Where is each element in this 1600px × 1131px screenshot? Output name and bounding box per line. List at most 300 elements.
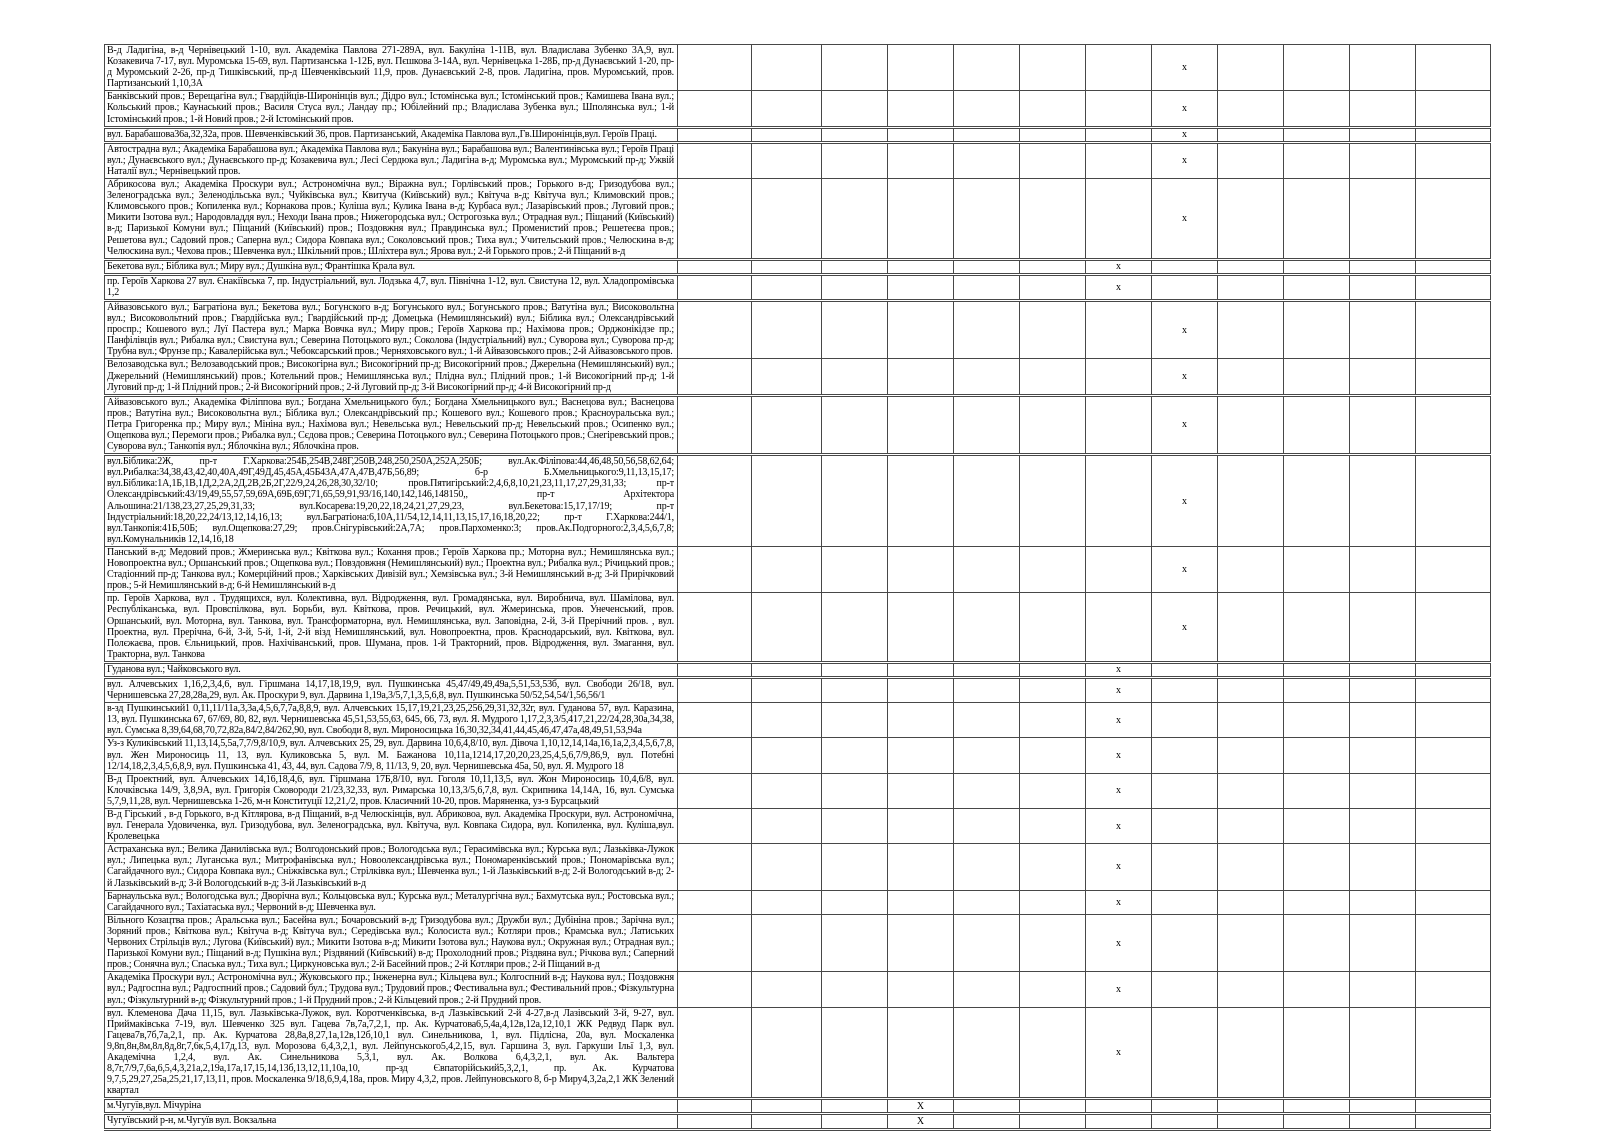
mark-cell <box>1218 546 1284 592</box>
mark-cell <box>822 359 888 395</box>
mark-cell <box>678 142 752 178</box>
mark-cell <box>1218 142 1284 178</box>
mark-cell <box>1416 1007 1491 1099</box>
streets-cell: Айвазовського вул.; Академіка Філіппова вул.; Богдана Хмельницького бул.; Богдана Хмельницького вул.; Васнецова вул.; Васнецова пров.; Ватутіна вул.; Високовольтна вул.; Біблика вул.; Олександрівський пр.; Кошевого вул.; Кошевого пров.; Красноуральська вул.; Петра Григоренка пр.; Миру вул.; Мініна вул.; Нахімова вул.; Невельська вул.; Невельський пр-д; Невельський пров.; Осипенко вул.; Ощепкова вул.; Перемоги пров.; Рибалка вул.; Сєдова пров.; Северина Потоцького вул.; Северина Потоцького пров.; Снегіревський пров.; Суворова вул.; Танкопія вул.; Яблочкіна вул.; Яблочкіна пров. <box>105 395 678 454</box>
mark-cell <box>1284 972 1350 1007</box>
mark-cell <box>822 738 888 773</box>
mark-cell <box>954 738 1020 773</box>
streets-cell: Астраханська вул.; Велика Данилівська вул.; Волгодонський пров.; Вологодська вул.; Герасимівська вул.; Курська вул.; Лазьківка-Лужок вул.; Липецька вул.; Луганська вул.; Митрофанівська вул.; Новоолександрівська вул.; Пономаренківський пров.; Пономарівська вул.; Сагайдачного вул.; Сидора Ковпака вул.; Сніжківська вул.; Стрілківка вул.; Шевченка вул.; 1-й Лазьківський в-д; 2-й Вологодський в-д; 2-й Лазьківський в-д; 3-й Вологодський в-д; 3-й Лазьківський в-д <box>105 844 678 890</box>
streets-cell: В-д Ладигіна, в-д Чернівецький 1-10, вул. Академіка Павлова 271-289А, вул. Бакуліна 1-11В, вул. Владислава Зубенко 3А,9, вул. Козакевича 7-17, вул. Муромська 15-69, вул. Партизанська 1-12Б, вул. Пєшкова 3-14А, вул. Чернівецька 1-28Б, пр-д Дунаєвський 1-20, пр-д Муромський 2-26, пр-д Тишківський, пр-д Шевченківський 11,9, пров. Дунаєвський 2-8, пров. Ладигіна, пров. Муромський, пров. Партизанський 1,10,3А <box>105 45 678 91</box>
mark-cell <box>1020 1114 1086 1129</box>
mark-cell-checked: х <box>1152 300 1218 358</box>
streets-cell: вул. Барабашова36а,32,32а, пров. Шевченківський 36, пров. Партизанський, Академіка Павлова вул.,Гв.Широнінців,вул. Героїв Праці. <box>105 127 678 142</box>
mark-cell <box>1020 142 1086 178</box>
mark-cell <box>1284 546 1350 592</box>
mark-cell-checked: х <box>1086 972 1152 1007</box>
mark-cell <box>1020 972 1086 1007</box>
mark-cell <box>822 593 888 663</box>
mark-cell <box>1284 455 1350 547</box>
mark-cell <box>822 179 888 260</box>
mark-cell <box>1284 274 1350 300</box>
mark-cell <box>1416 91 1491 127</box>
mark-cell <box>1416 45 1491 91</box>
mark-cell <box>954 890 1020 914</box>
mark-cell-checked: х <box>1086 274 1152 300</box>
mark-cell <box>822 972 888 1007</box>
mark-cell <box>678 91 752 127</box>
mark-cell <box>888 593 954 663</box>
mark-cell <box>822 844 888 890</box>
mark-cell-checked: х <box>1152 455 1218 547</box>
mark-cell <box>954 395 1020 454</box>
mark-cell-checked: х <box>1086 809 1152 844</box>
mark-cell <box>1416 359 1491 395</box>
streets-cell: В-д Проектний, вул. Алчевських 14,16,18,4,6, вул. Гіршмана 17Б,8/10, вул. Гоголя 10,11,13,5, вул. Жон Мироносиць 10,4,6/8, вул. Клочківська 14/9, 3,8,9А, вул. Григорія Сковороди 21/23,32,33, вул. Римарська 10,13,3/5,6,7,8, вул. Скрипника 14,14А, 16, вул. Сумська 5,7,9,11,28, вул. Чернишевська 1-26, м-н Конституції 12,21,/2, пров. Класичний 10-20, пров. Маряненка, уз-з Бурсацький <box>105 773 678 808</box>
mark-cell <box>1284 844 1350 890</box>
mark-cell <box>1284 179 1350 260</box>
mark-cell-checked: х <box>1086 738 1152 773</box>
mark-cell <box>752 773 822 808</box>
table-row <box>105 259 1491 274</box>
mark-cell <box>888 91 954 127</box>
mark-cell <box>1152 274 1218 300</box>
mark-cell <box>1350 274 1416 300</box>
mark-cell-checked: х <box>1086 1007 1152 1099</box>
mark-cell <box>888 179 954 260</box>
mark-cell <box>1350 662 1416 677</box>
mark-cell <box>954 773 1020 808</box>
mark-cell <box>954 662 1020 677</box>
mark-cell <box>822 914 888 971</box>
streets-cell: Гуданова вул.; Чайковського вул. <box>105 662 678 677</box>
mark-cell <box>1350 773 1416 808</box>
mark-cell <box>1416 593 1491 663</box>
table-row <box>105 844 1491 890</box>
mark-cell <box>1284 300 1350 358</box>
document-sheet <box>104 44 1491 1131</box>
table-row <box>105 127 1491 142</box>
mark-cell-checked: х <box>1152 142 1218 178</box>
mark-cell <box>1416 300 1491 358</box>
mark-cell <box>1416 395 1491 454</box>
mark-cell <box>1020 91 1086 127</box>
table-row <box>105 1007 1491 1099</box>
mark-cell <box>1350 914 1416 971</box>
mark-cell <box>1218 91 1284 127</box>
mark-cell <box>1218 127 1284 142</box>
mark-cell <box>1218 809 1284 844</box>
mark-cell <box>1350 1114 1416 1129</box>
street-coverage-table <box>104 44 1491 1131</box>
mark-cell <box>1284 1114 1350 1129</box>
mark-cell <box>1218 395 1284 454</box>
mark-cell-checked: х <box>1086 677 1152 702</box>
mark-cell <box>822 546 888 592</box>
mark-cell <box>678 972 752 1007</box>
mark-cell-checked: х <box>1152 359 1218 395</box>
mark-cell <box>678 274 752 300</box>
mark-cell <box>1020 738 1086 773</box>
table-row <box>105 773 1491 808</box>
streets-cell: Чугуївський р-н, м.Чугуїв вул. Вокзальна <box>105 1114 678 1129</box>
mark-cell <box>1218 914 1284 971</box>
mark-cell <box>954 45 1020 91</box>
mark-cell-checked: х <box>1086 890 1152 914</box>
mark-cell <box>1416 1114 1491 1129</box>
table-row <box>105 1099 1491 1114</box>
mark-cell <box>954 677 1020 702</box>
table-row <box>105 91 1491 127</box>
table-row <box>105 455 1491 547</box>
mark-cell <box>888 300 954 358</box>
mark-cell <box>678 259 752 274</box>
mark-cell <box>1152 1114 1218 1129</box>
mark-cell <box>1218 972 1284 1007</box>
mark-cell-checked: х <box>1086 259 1152 274</box>
mark-cell <box>1218 274 1284 300</box>
mark-cell <box>1218 259 1284 274</box>
mark-cell <box>822 259 888 274</box>
mark-cell <box>822 45 888 91</box>
mark-cell <box>1152 844 1218 890</box>
table-row <box>105 359 1491 395</box>
mark-cell <box>1152 773 1218 808</box>
mark-cell <box>1152 662 1218 677</box>
mark-cell <box>822 1114 888 1129</box>
mark-cell <box>1284 395 1350 454</box>
streets-cell: вул. Алчевських 1,16,2,3,4,6, вул. Гіршмана 14,17,18,19,9, вул. Пушкинська 45,47/49,49,49а,5,51,53,53б, вул. Свободи 26/18, вул. Чернишевська 27,28,28а,29, вул. Ак. Проскури 9, вул. Дарвина 1,19а,3/5,7,1,3,5,6,8, вул. Пушкинська 50/52,54,54/1,56,56/1 <box>105 677 678 702</box>
mark-cell <box>1284 127 1350 142</box>
mark-cell <box>752 455 822 547</box>
table-row <box>105 890 1491 914</box>
table-row <box>105 395 1491 454</box>
mark-cell <box>752 972 822 1007</box>
mark-cell <box>954 703 1020 738</box>
mark-cell <box>752 546 822 592</box>
mark-cell <box>1284 259 1350 274</box>
mark-cell <box>1416 179 1491 260</box>
streets-cell: вул.Біблика:2Ж, пр-т Г.Харкова:254Б,254В,248Г,250В,248,250,250А,252А,250Б; вул.Ак.Філіпова:44,46,48,50,56,58,62,64; вул.Рибалка:34,38,43,42,40,40А,49Г,49Д,45,45А,45Б43А,47А,47В,47Б,56,89; б-р Б.Хмельницького:9,11,13,15,17; вул.Біблика:1А,1Б,1В,1Д,2,2А,2Д,2В,2Б,2Г,22/9,24,26,28,30,32/10; пров.Пятигірський:2,4,6,8,10,21,23,11,17,27,29,31,33; пр-т Олександрівський:43/19,49,55,57,59,69А,69Б,69Г,71,65,59,91,93/16,140,142,146,148150,, пр-т Архітектора Альошина:21/138,23,27,25,29,31,33; вул.Косарева:19,20,22,18,24,21,27,29,23, вул.Бекетова:15,17,17/19; пр-т Індустріальний:18,20,22,24/13,12,14,16,13; вул.Багратіона:6,10А,11/54,12,14,11,13,15,17,16,18,20,22; пр-т Г.Харкова:244/1, вул.Танкопія:41Б,50Б; вул.Ощепкова:27,29; пров.Снігурівський:2А,7А; пров.Пархоменко:3; пров.Ак.Подгорного:2,3,4,5,6,7,8; вул.Комунальників 12,14,16,18 <box>105 455 678 547</box>
mark-cell <box>1086 142 1152 178</box>
mark-cell <box>822 142 888 178</box>
mark-cell <box>1218 45 1284 91</box>
mark-cell <box>1284 662 1350 677</box>
mark-cell <box>888 1007 954 1099</box>
mark-cell <box>1086 359 1152 395</box>
mark-cell <box>752 593 822 663</box>
mark-cell <box>954 809 1020 844</box>
mark-cell <box>678 359 752 395</box>
mark-cell <box>888 738 954 773</box>
mark-cell <box>888 455 954 547</box>
mark-cell <box>1020 677 1086 702</box>
mark-cell <box>1350 546 1416 592</box>
mark-cell <box>822 1099 888 1114</box>
mark-cell <box>1416 703 1491 738</box>
mark-cell <box>678 703 752 738</box>
mark-cell <box>888 844 954 890</box>
mark-cell <box>888 274 954 300</box>
mark-cell <box>752 45 822 91</box>
streets-cell: В-д Гірський , в-д Горького, в-д Кітлярова, в-д Піщаний, в-д Челюскінців, вул. Абриковоа, вул. Академіка Проскури, вул. Астрономічна, вул. Генерала Удовиченка, вул. Гризодубова, вул. Зеленоградська, вул. Квітуча, вул. Ковпака Сидора, вул. Копиленка, вул. Куліша,вул. Кролевецька <box>105 809 678 844</box>
mark-cell <box>1416 890 1491 914</box>
mark-cell <box>822 455 888 547</box>
mark-cell <box>1086 1114 1152 1129</box>
mark-cell <box>678 738 752 773</box>
mark-cell <box>1284 359 1350 395</box>
mark-cell <box>1416 662 1491 677</box>
streets-cell: Панський в-д; Медовий пров.; Жмеринська вул.; Квіткова вул.; Кохання пров.; Героїв Харкова пр.; Моторна вул.; Немишлянська вул.; Новопроектна вул.; Оршанський пров.; Ощепкова вул.; Повздовжня (Немишлянський) вул.; Проектна вул.; Рибалка вул.; Річицький пров.; Стадіонний пр-д; Танкова вул.; Комерційний пров.; Харківських Дивізій вул.; Хемзівська вул.; 3-й Немишлянський в-д; 3-й Прирічковий пров.; 5-й Немишлянський в-д; 6-й Немишлянський в-д <box>105 546 678 592</box>
mark-cell <box>1020 890 1086 914</box>
mark-cell <box>822 1007 888 1099</box>
mark-cell <box>822 703 888 738</box>
mark-cell <box>822 809 888 844</box>
mark-cell <box>1350 809 1416 844</box>
mark-cell <box>822 274 888 300</box>
mark-cell <box>1020 703 1086 738</box>
mark-cell-checked: х <box>1152 179 1218 260</box>
mark-cell <box>752 179 822 260</box>
mark-cell <box>678 1007 752 1099</box>
table-row <box>105 738 1491 773</box>
mark-cell <box>1416 1099 1491 1114</box>
mark-cell <box>1218 890 1284 914</box>
mark-cell <box>822 773 888 808</box>
mark-cell <box>1020 1099 1086 1114</box>
mark-cell <box>1350 127 1416 142</box>
mark-cell <box>822 662 888 677</box>
mark-cell <box>1218 1007 1284 1099</box>
mark-cell <box>954 455 1020 547</box>
mark-cell <box>822 890 888 914</box>
streets-cell: Айвазовського вул.; Багратіона вул.; Бекетова вул.; Богунского в-д; Богунського вул.; Богунського пров.; Ватутіна вул.; Високовольтна вул.; Високовольтний пров.; Гвардійська вул.; Гвардійський пр-д; Домецька (Немишлянський) вул.; Біблика вул.; Олександрівський проспр.; Кошевого вул.; Луї Пастера вул.; Марка Вовчка вул.; Миру пров.; Героїв Харкова пр.; Нахімова пров.; Орджонікідзе пр.; Панфілівців вул.; Рибалка вул.; Свистуна вул.; Северина Потоцького вул.; Соколова (Індустріальний) вул.; Суворова вул.; Суворова пр-д; Трубна вул.; Фрунзе пр.; Кавалерійська вул.; Чебоксарський пров.; Черняховського вул.; 1-й Айвазовського пров.; 2-й Айвазовського пров. <box>105 300 678 358</box>
mark-cell <box>1020 259 1086 274</box>
table-row <box>105 1114 1491 1129</box>
mark-cell <box>1020 455 1086 547</box>
mark-cell <box>888 914 954 971</box>
streets-cell: Автострадна вул.; Академіка Барабашова вул.; Академіка Павлова вул.; Бакуніна вул.; Барабашова вул.; Валентинівська вул.; Героїв Праці вул.; Дунаєвського вул.; Дунаєвського пр-д; Козакевича вул.; Лесі Сердюка вул.; Ладигіна в-д; Муромська вул.; Муромський пр-д; Ужвій Наталії вул.; Чернівецький пров. <box>105 142 678 178</box>
mark-cell <box>1152 259 1218 274</box>
mark-cell <box>1350 259 1416 274</box>
mark-cell <box>1350 179 1416 260</box>
mark-cell <box>678 890 752 914</box>
mark-cell <box>678 45 752 91</box>
mark-cell <box>1284 677 1350 702</box>
streets-cell: Уз-з Куликівський 11,13,14,5,5а,7,7/9,8/10,9, вул. Алчевських 25, 29, вул. Дарвина 10,6,4,8/10, вул. Дівоча 1,10,12,14,14а,16,1а,2,3,4,5,6,7,8, вул. Жен Мироносиць 11, 13, вул. Куликовська 5, вул. М. Бажанова 10,11а,1214,17,20,20,23,25,4,5,6,7/9,86,9, вул. Потебні 12/14,18,2,3,4,5,6,8,9, вул. Пушкинська 41, 43, 44, вул. Садова 7/9, 8, 11/13, 9, 20, вул. Чернишевська 45а, 50, вул. Я. Мудрого 18 <box>105 738 678 773</box>
mark-cell <box>678 1114 752 1129</box>
mark-cell <box>1152 738 1218 773</box>
mark-cell <box>954 972 1020 1007</box>
mark-cell <box>1218 738 1284 773</box>
mark-cell <box>888 359 954 395</box>
mark-cell <box>954 274 1020 300</box>
mark-cell-checked: х <box>1086 914 1152 971</box>
mark-cell <box>888 677 954 702</box>
mark-cell <box>1020 844 1086 890</box>
mark-cell <box>752 1114 822 1129</box>
mark-cell <box>954 546 1020 592</box>
mark-cell <box>1152 914 1218 971</box>
mark-cell <box>1218 455 1284 547</box>
mark-cell <box>1152 1007 1218 1099</box>
streets-cell: Академіка Проскури вул.; Астрономічна вул.; Жуковського пр.; Інженерна вул.; Кільцева вул.; Колгоспний в-д; Наукова вул.; Поздовжня вул.; Радгоспна вул.; Радгоспний пров.; Садовий бул.; Трудова вул.; Трудовий пров.; Фестивальна вул.; Фестивальний пров.; Фізкультурна вул.; Фізкультурний в-д; Фізкультурний пров.; 1-й Прудний пров.; 2-й Кільцевий пров.; 2-й Прудний пров. <box>105 972 678 1007</box>
mark-cell-checked: Х <box>888 1114 954 1129</box>
mark-cell <box>1416 972 1491 1007</box>
mark-cell <box>1218 844 1284 890</box>
mark-cell <box>1284 738 1350 773</box>
mark-cell <box>954 91 1020 127</box>
mark-cell <box>954 359 1020 395</box>
mark-cell <box>1086 1099 1152 1114</box>
mark-cell <box>822 91 888 127</box>
streets-cell: Велозаводська вул.; Велозаводський пров.; Високогірна вул.; Високогірний пр-д; Високогірний пров.; Джерельна (Немишлянський) вул.; Джерельний (Немишлянський) пров.; Котельний пров.; Немишлянська вул.; Плідна вул.; Плідний пров.; 1-й Високогірний пр-д; 1-й Луговий пр-д; 1-й Плідний пров.; 2-й Високогірний пров.; 2-й Луговий пр-д; 3-й Високогірний пр-д; 4-й Високогірний пр-д <box>105 359 678 395</box>
mark-cell <box>1350 677 1416 702</box>
mark-cell <box>1416 274 1491 300</box>
mark-cell <box>888 809 954 844</box>
mark-cell-checked: х <box>1152 546 1218 592</box>
mark-cell <box>1020 593 1086 663</box>
mark-cell <box>1350 593 1416 663</box>
mark-cell <box>1020 662 1086 677</box>
mark-cell <box>1020 395 1086 454</box>
mark-cell <box>1350 890 1416 914</box>
mark-cell <box>1284 45 1350 91</box>
table-row <box>105 703 1491 738</box>
streets-cell: Абрикосова вул.; Академіка Проскури вул.; Астрономічна вул.; Віражна вул.; Горлівський пров.; Горького в-д; Гризодубова вул.; Зеленоградська вул.; Зеленодільська вул.; Чуйківська вул.; Квитуча (Київський) вул.; Квітуча в-д; Квітуча вул.; Климовский пров.; Климовського пров.; Копиленка вул.; Корнакова пров.; Куліша вул.; Кулика Івана в-д; Курбаса вул.; Лазарівський пров.; Луговий пров.; Микити Ізотова вул.; Народовладдя вул.; Неходи Івана пров.; Нижегородська вул.; Острогозька вул.; Отрадная вул.; Піщаний (Київський) в-д; Паризької Комуни вул.; Піщаний (Київський) пров.; Поздовжня вул.; Правдинська вул.; Променистий пров.; Решетеєва пров.; Решетова вул.; Садовий пров.; Саперна вул.; Сидора Ковпака вул.; Соколовський пров.; Тиха вул.; Учительський пров.; Челюскина в-д; Челюскина вул.; Чехова пров.; Шевченка вул.; Шкільний пров.; Шліхтера вул.; Ярова вул.; 2-й Горького пров.; 2-й Піщаний в-д <box>105 179 678 260</box>
mark-cell <box>1152 703 1218 738</box>
mark-cell <box>1350 738 1416 773</box>
mark-cell <box>1020 127 1086 142</box>
table-row <box>105 546 1491 592</box>
mark-cell <box>752 809 822 844</box>
mark-cell <box>678 179 752 260</box>
mark-cell <box>1020 809 1086 844</box>
mark-cell <box>1284 91 1350 127</box>
mark-cell <box>1086 546 1152 592</box>
mark-cell <box>752 300 822 358</box>
mark-cell-checked: х <box>1086 773 1152 808</box>
mark-cell <box>1284 142 1350 178</box>
mark-cell <box>1086 127 1152 142</box>
mark-cell <box>1218 359 1284 395</box>
mark-cell <box>888 45 954 91</box>
mark-cell <box>1152 1099 1218 1114</box>
table-row <box>105 179 1491 260</box>
mark-cell <box>752 1007 822 1099</box>
mark-cell <box>678 809 752 844</box>
mark-cell <box>678 662 752 677</box>
mark-cell-checked: Х <box>888 1099 954 1114</box>
mark-cell <box>1284 593 1350 663</box>
mark-cell <box>1350 142 1416 178</box>
mark-cell <box>1086 45 1152 91</box>
mark-cell <box>888 142 954 178</box>
table-row <box>105 300 1491 358</box>
mark-cell <box>1416 844 1491 890</box>
mark-cell <box>1020 300 1086 358</box>
mark-cell <box>1416 914 1491 971</box>
streets-cell: пр. Героїв Харкова, вул . Трудящихся, вул. Колективна, вул. Відродження, вул. Громадянська, вул. Виробнича, вул. Шамілова, вул. Республіканська, вул. Провспілкова, вул. Борьби, вул. Квіткова, пров. Речицький, вул. Жмеринська, пров. Унеченський, пров. Оршанський, вул. Моторна, вул. Танкова, вул. Трансформаторна, вул. Немишлянська, вул. Заповідна, 2-й, 3-й Прерічний пров. , вул. Проектна, вул. Прерічна, 6-й, 3-й, 5-й, 1-й, 2-й візд Немишлянський, вул. Новопроектна, пров. Краснодарський, вул. Квіткова, вул. Полєжаєва, пров. Єльницький, пров. Нахічіванський, пров. Шумана, пров. 1-й Тракторний, пров. Відродження, вул. Змагання, вул. Тракторна, вул. Танкова <box>105 593 678 663</box>
mark-cell <box>888 773 954 808</box>
mark-cell <box>1086 593 1152 663</box>
mark-cell <box>1416 127 1491 142</box>
mark-cell <box>752 1099 822 1114</box>
streets-cell: м.Чугуїв,вул. Мічуріна <box>105 1099 678 1114</box>
mark-cell-checked: х <box>1152 593 1218 663</box>
streets-cell: Барнаульська вул.; Вологодська вул.; Дворічна вул.; Кольцовська вул.; Курська вул.; Металургічна вул.; Бахмутська вул.; Ростовська вул.; Сагайдачного вул.; Тахіатаська вул.; Червоний в-д; Шевченка вул. <box>105 890 678 914</box>
mark-cell <box>822 395 888 454</box>
mark-cell <box>1086 179 1152 260</box>
mark-cell <box>752 127 822 142</box>
mark-cell <box>954 127 1020 142</box>
mark-cell <box>954 259 1020 274</box>
rows <box>105 45 1491 1130</box>
mark-cell <box>1350 45 1416 91</box>
mark-cell <box>954 914 1020 971</box>
mark-cell <box>1284 914 1350 971</box>
mark-cell-checked: х <box>1086 844 1152 890</box>
mark-cell <box>1416 455 1491 547</box>
mark-cell <box>1086 91 1152 127</box>
mark-cell <box>1416 142 1491 178</box>
mark-cell <box>1020 45 1086 91</box>
mark-cell <box>752 359 822 395</box>
streets-cell: Банківський пров.; Верещагіна вул.; Гвардійців-Широнінців вул.; Дідро вул.; Істомінська вул.; Істомінський пров.; Камишева Івана вул.; Кольський пров.; Каунаський пров.; Василя Стуса вул.; Ландау пр.; Юбілейний пр.; Владислава Зубенка вул.; Шполянська вул.; 1-й Істомінський пров.; 1-й Новий пров.; 2-й Істомінський пров. <box>105 91 678 127</box>
mark-cell <box>752 259 822 274</box>
mark-cell <box>1350 1007 1416 1099</box>
mark-cell <box>888 259 954 274</box>
mark-cell <box>752 738 822 773</box>
mark-cell <box>1416 809 1491 844</box>
mark-cell <box>888 127 954 142</box>
mark-cell <box>752 662 822 677</box>
mark-cell <box>1350 1099 1416 1114</box>
mark-cell <box>1152 972 1218 1007</box>
table-row <box>105 274 1491 300</box>
mark-cell <box>1284 1099 1350 1114</box>
mark-cell <box>752 142 822 178</box>
mark-cell <box>1350 844 1416 890</box>
mark-cell <box>1020 546 1086 592</box>
mark-cell <box>822 127 888 142</box>
mark-cell <box>1020 274 1086 300</box>
mark-cell <box>1350 972 1416 1007</box>
mark-cell <box>1020 359 1086 395</box>
mark-cell-checked: х <box>1152 45 1218 91</box>
mark-cell <box>678 844 752 890</box>
mark-cell <box>1020 914 1086 971</box>
mark-cell <box>1416 677 1491 702</box>
mark-cell <box>1416 546 1491 592</box>
mark-cell <box>1350 300 1416 358</box>
streets-cell: пр. Героїв Харкова 27 вул. Єнакіївська 7, пр. Індустріальний, вул. Лодзька 4,7, вул. Північна 1-12, вул. Свистуна 12, вул. Хладопромівська 1,2 <box>105 274 678 300</box>
mark-cell <box>954 593 1020 663</box>
mark-cell-checked: х <box>1086 662 1152 677</box>
mark-cell <box>678 300 752 358</box>
mark-cell-checked: х <box>1086 703 1152 738</box>
table-row <box>105 972 1491 1007</box>
mark-cell <box>1416 738 1491 773</box>
mark-cell <box>954 1007 1020 1099</box>
mark-cell <box>1350 455 1416 547</box>
mark-cell <box>1020 773 1086 808</box>
mark-cell <box>954 1114 1020 1129</box>
mark-cell <box>1020 1007 1086 1099</box>
mark-cell <box>1416 773 1491 808</box>
mark-cell <box>1086 455 1152 547</box>
mark-cell <box>678 1099 752 1114</box>
mark-cell <box>1218 593 1284 663</box>
